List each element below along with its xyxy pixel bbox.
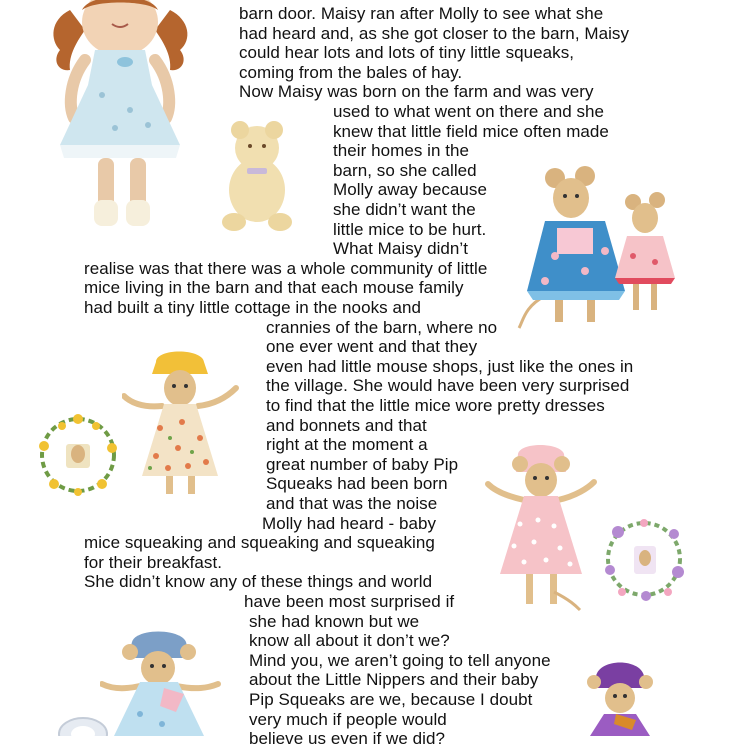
story-line: realise was that there was a whole community of little — [84, 258, 488, 278]
story-line: she didn’t want the — [333, 200, 476, 219]
story-line: believe us even if we did? — [249, 729, 445, 749]
story-line: one ever went and that they — [266, 337, 478, 357]
purple-hat-mouse-illustration — [578, 658, 662, 736]
story-line: Mind you, we aren’t going to tell anyone — [249, 650, 551, 670]
story-line: Pip Squeaks are we, because I doubt — [249, 690, 533, 709]
story-line: Molly away because — [333, 180, 487, 200]
story-line: have been most surprised if — [244, 592, 455, 611]
story-line: mice squeaking and squeaking and squeaking — [84, 533, 435, 553]
story-line: barn door. Maisy ran after Molly to see what she — [239, 4, 604, 23]
story-line: knew that little field mice often made — [333, 121, 609, 141]
story-line: about the Little Nippers and their baby — [249, 670, 539, 690]
floral-dress-mouse-illustration — [122, 348, 242, 498]
story-line: Now Maisy was born on the farm and was very — [239, 82, 594, 102]
story-line: and that was the noise — [266, 494, 438, 513]
flower-wreath-left-illustration — [32, 408, 124, 502]
story-line: great number of baby Pip — [266, 454, 459, 474]
story-line: very much if people would — [249, 709, 447, 729]
story-line: and bonnets and that — [266, 415, 427, 435]
flower-wreath-right-illustration — [598, 512, 690, 606]
story-line: even had little mouse shops, just like the ones in — [266, 356, 634, 376]
story-line: their homes in the — [333, 141, 470, 161]
story-line: little mice to be hurt. — [333, 219, 487, 239]
mice-pair-illustration — [515, 166, 687, 332]
story-line: What Maisy didn’t — [333, 239, 469, 259]
story-line: barn, so she called — [333, 160, 477, 180]
story-line: coming from the bales of hay. — [239, 62, 463, 82]
story-line: know all about it don’t we? — [249, 631, 450, 651]
story-line: for their breakfast. — [84, 552, 223, 572]
blue-bonnet-mouse-illustration — [100, 628, 222, 736]
story-line: used to what went on there and she — [333, 102, 605, 121]
story-line: Molly had heard - baby — [262, 513, 437, 533]
story-line: Squeaks had been born — [266, 474, 448, 494]
story-line: had heard and, as she got closer to the barn, Maisy — [239, 23, 630, 43]
story-line: to find that the little mice wore pretty dresses — [266, 396, 605, 415]
story-line: had built a tiny little cottage in the nooks and — [84, 298, 421, 317]
story-line: the village. She would have been very surprised — [266, 376, 630, 396]
story-line: she had known but we — [249, 611, 420, 631]
story-line: right at the moment a — [266, 435, 428, 455]
story-line: crannies of the barn, where no — [266, 317, 498, 337]
story-line: She didn’t know any of these things and world — [84, 572, 433, 592]
rag-doll-illustration — [30, 0, 210, 236]
teacup-illustration — [58, 712, 108, 736]
story-line: mice living in the barn and that each mouse family — [84, 278, 464, 298]
pink-dress-mouse-illustration — [484, 442, 598, 612]
story-line: could hear lots and lots of tiny little squeaks, — [239, 43, 575, 63]
fluffy-teddy-illustration — [212, 118, 302, 236]
